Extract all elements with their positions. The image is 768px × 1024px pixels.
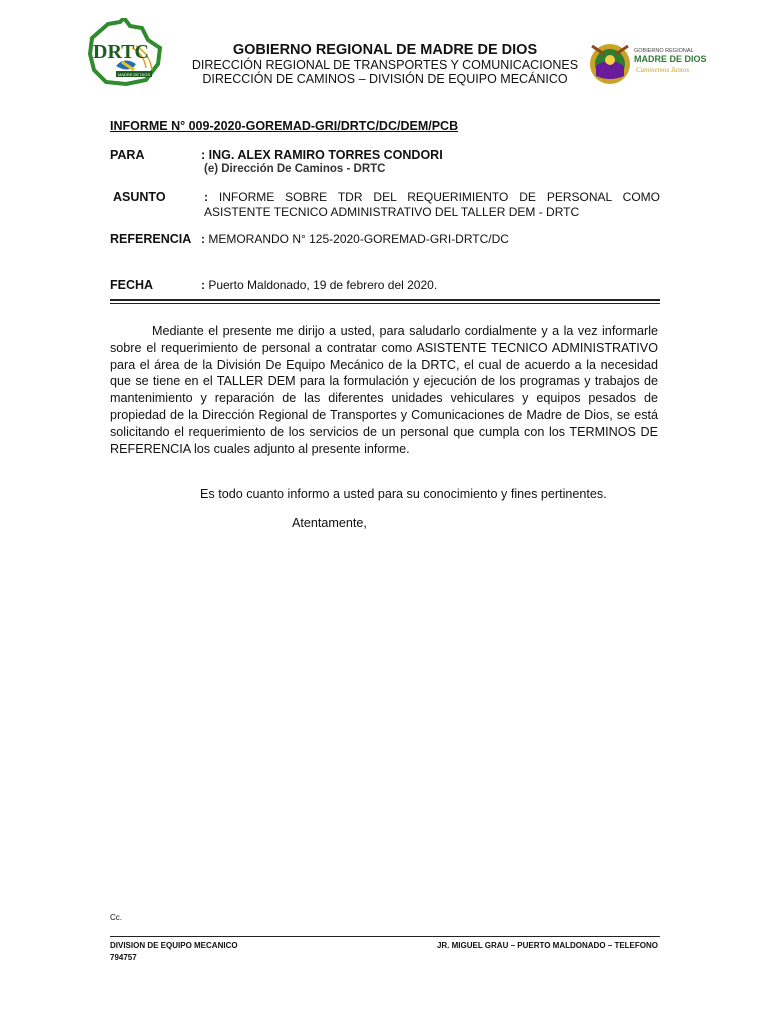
para-sub: (e) Dirección De Caminos - DRTC [204, 163, 386, 175]
footer-rule [110, 936, 660, 937]
footer-right: JR. MIGUEL GRAU – PUERTO MALDONADO – TELEFONO [436, 941, 658, 950]
gobierno-regional-logo [588, 36, 708, 88]
asunto-colon: : [204, 190, 208, 204]
cc-label: Cc. [110, 913, 122, 922]
asunto-line-1 [204, 190, 660, 204]
para-value: : ING. ALEX RAMIRO TORRES CONDORI [201, 148, 443, 162]
signoff: Atentamente, [292, 516, 367, 530]
asunto-text-1: INFORME SOBRE TDR DEL REQUERIMIENTO DE PERSONAL COMO [208, 190, 660, 204]
header-rule-thin [110, 303, 660, 304]
header-subtitle-2: DIRECCIÓN DE CAMINOS – DIVISIÓN DE EQUIPO MECÁNICO [202, 72, 568, 86]
fecha-line [201, 278, 437, 292]
body-paragraph: Mediante el presente me dirijo a usted, para saludarlo cordialmente y a la vez informarle sobre el requerimiento de personal a contratar como ASISTENTE TECNICO ADMINISTRATIVO para el área de la División De Equipo Mecánico de la DRTC, el cual de acuerdo a la necesidad que se tiene en el TALLER DEM para la formulación y ejecución de los programas y trabajos de mantenimiento y reparación de las diferentes unidades vehiculares y equipos pesados de propiedad de la Dirección Regional de Transportes y Comunicaciones de Madre de Dios, se está solicitando el requerimiento de los servicios de un personal que cumpla con los TERMINOS DE REFERENCIA los cuales adjunto al presente informe. [110, 324, 658, 456]
referencia-label: REFERENCIA [110, 232, 192, 246]
referencia-value: MEMORANDO N° 125-2020-GOREMAD-GRI-DRTC/DC [205, 232, 509, 246]
logo-right-line3: Caminemos Juntos [636, 66, 690, 74]
header-subtitle-1: DIRECCIÓN REGIONAL DE TRANSPORTES Y COMUNICACIONES [191, 58, 579, 72]
referencia-colon: : [201, 232, 205, 246]
asunto-line-2: ASISTENTE TECNICO ADMINISTRATIVO DEL TALLER DEM - DRTC [204, 205, 580, 219]
para-label: PARA [110, 148, 145, 162]
header-title: GOBIERNO REGIONAL DE MADRE DE DIOS [232, 42, 538, 58]
footer-left-line-1: DIVISION DE EQUIPO MECANICO [110, 941, 238, 950]
report-number: INFORME N° 009-2020-GOREMAD-GRI/DRTC/DC/DEM/PCB [110, 119, 459, 133]
fecha-label: FECHA [110, 278, 154, 292]
header-rule-thick [110, 299, 660, 301]
drtc-logo-text: DRTC [93, 41, 149, 63]
footer-left-line-2: 794757 [110, 953, 137, 962]
closing-text: Es todo cuanto informo a usted para su conocimiento y fines pertinentes. [200, 487, 607, 501]
logo-right-line2: MADRE DE DIOS [634, 54, 707, 64]
referencia-line [201, 232, 509, 246]
drtc-logo-sub: MADRE DE DIOS [117, 72, 151, 77]
fecha-colon: : [201, 278, 205, 292]
fecha-value: Puerto Maldonado, 19 de febrero del 2020. [205, 278, 438, 292]
logo-right-line1: GOBIERNO REGIONAL [634, 48, 694, 54]
asunto-label: ASUNTO [113, 190, 166, 204]
